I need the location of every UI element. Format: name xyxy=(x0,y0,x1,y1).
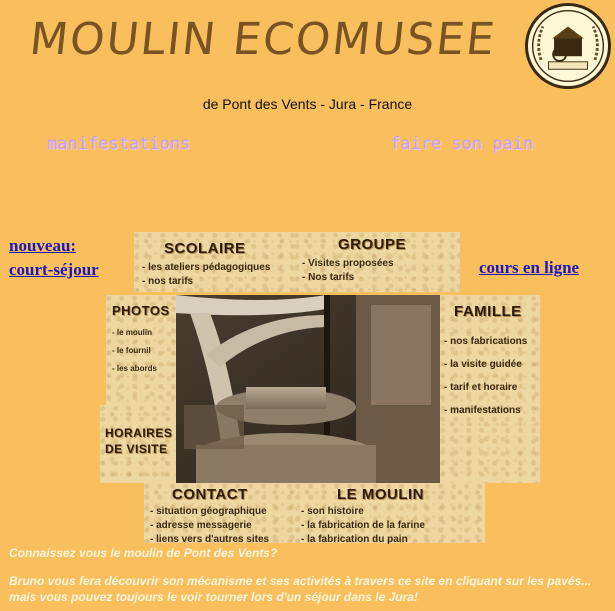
court-sejour-label: court-séjour xyxy=(9,260,99,279)
tile-famille[interactable] xyxy=(440,295,540,483)
tile-photos[interactable] xyxy=(106,295,176,405)
site-title: MOULIN ECOMUSEE xyxy=(27,14,499,65)
faire-son-pain-link[interactable]: faire son pain xyxy=(390,134,534,154)
nouveau-label: nouveau: xyxy=(9,236,77,255)
tile-scolaire-title: SCOLAIRE xyxy=(164,240,246,257)
tile-famille-item: - la visite guidée xyxy=(444,359,522,370)
tile-contact[interactable] xyxy=(144,483,295,543)
mill-logo xyxy=(525,3,611,89)
tile-groupe-title: GROUPE xyxy=(338,236,407,253)
tile-contact-item: - liens vers d'autres sites xyxy=(150,534,270,545)
intro-question: Connaissez vous le moulin de Pont des Vents? xyxy=(9,546,278,560)
tile-horaires-title-line1: HORAIRES xyxy=(105,426,173,440)
tile-le-moulin-item: - son histoire xyxy=(301,506,364,517)
tile-horaires[interactable] xyxy=(100,405,176,483)
tile-photos-title: PHOTOS xyxy=(112,303,170,318)
tile-le-moulin-title: LE MOULIN xyxy=(337,486,424,503)
manifestations-link[interactable]: manifestations xyxy=(47,134,191,154)
tile-groupe[interactable] xyxy=(294,232,460,292)
tile-scolaire[interactable] xyxy=(134,232,294,292)
cours-en-ligne-link[interactable]: cours en ligne xyxy=(479,258,580,277)
tile-groupe-item: - Nos tarifs xyxy=(302,272,355,283)
mill-interior-photo xyxy=(176,295,440,483)
mill-interior-photo-image xyxy=(176,295,440,483)
tile-famille-item: - tarif et horaire xyxy=(444,382,518,393)
tile-contact-title: CONTACT xyxy=(172,486,248,503)
tile-photos-item: - le fournil xyxy=(112,346,151,355)
tile-photos-item: - le moulin xyxy=(112,328,152,337)
tile-photos-item: - les abords xyxy=(112,364,157,373)
tile-famille-item: - manifestations xyxy=(444,405,521,416)
tile-contact-item: - adresse messagerie xyxy=(150,520,252,531)
tile-le-moulin-item: - la fabrication du pain xyxy=(301,534,408,545)
tile-scolaire-item: - nos tarifs xyxy=(142,276,194,287)
tile-le-moulin[interactable] xyxy=(295,483,485,543)
tile-horaires-title-line2: DE VISITE xyxy=(105,442,168,456)
intro-paragraph: Bruno vous fera découvrir son mécanisme et ses activités à travers ce site en cliquant sur les pavés... mais vous pouvez toujours le voir tourner lors d'un séjour dans le Jura! xyxy=(9,574,592,604)
mill-logo-icon xyxy=(528,6,608,86)
tile-famille-title: FAMILLE xyxy=(454,303,522,320)
nouveau-court-sejour-link[interactable] xyxy=(9,234,99,282)
tile-contact-item: - situation géographique xyxy=(150,506,267,517)
tile-famille-item: - nos fabrications xyxy=(444,336,528,347)
site-subtitle: de Pont des Vents - Jura - France xyxy=(202,96,413,112)
tile-scolaire-item: - les ateliers pédagogiques xyxy=(142,262,271,273)
tile-groupe-item: - Visites proposées xyxy=(302,258,394,269)
tile-le-moulin-item: - la fabrication de la farine xyxy=(301,520,425,531)
